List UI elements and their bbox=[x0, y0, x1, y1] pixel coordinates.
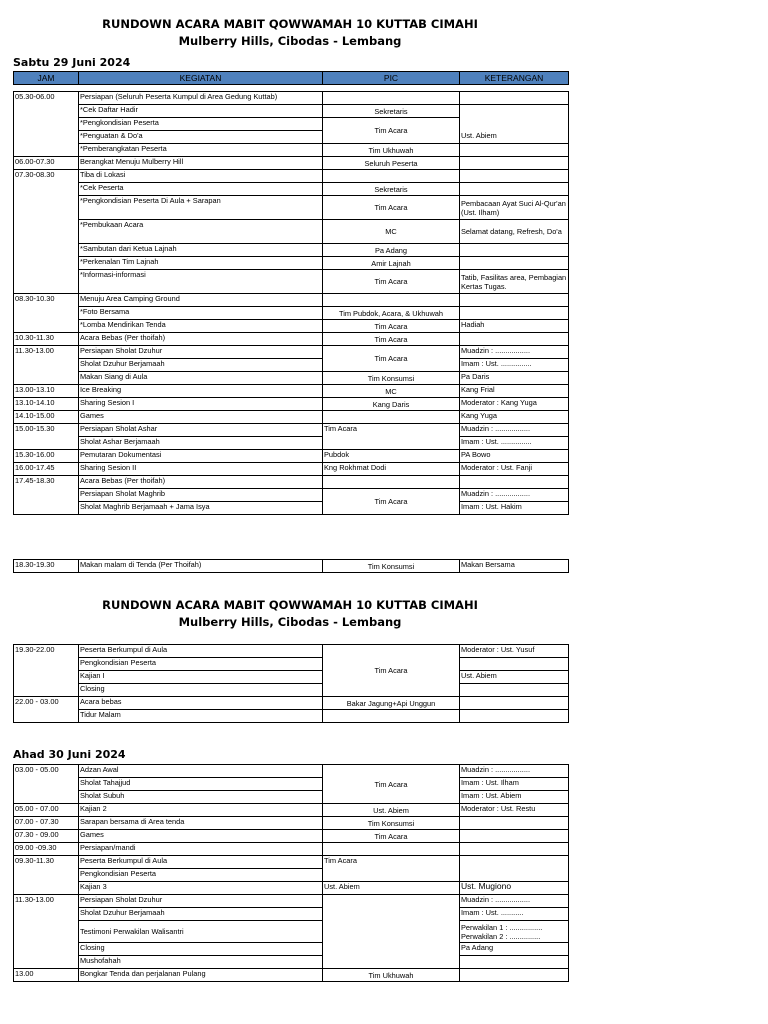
activity-cell: Menuju Area Camping Ground bbox=[79, 294, 323, 307]
time-cell bbox=[14, 307, 79, 320]
time-cell bbox=[14, 489, 79, 502]
pic-cell: Tim Ukhuwah bbox=[323, 969, 460, 982]
note-cell: Hadiah bbox=[460, 320, 569, 333]
activity-cell: *Pemberangkatan Peserta bbox=[79, 144, 323, 157]
activity-cell: Ice Breaking bbox=[79, 385, 323, 398]
time-cell bbox=[14, 943, 79, 956]
time-cell bbox=[14, 220, 79, 244]
time-cell: 07.30-08.30 bbox=[14, 170, 79, 183]
time-cell bbox=[14, 144, 79, 157]
pic-cell: Seluruh Peserta bbox=[323, 157, 460, 170]
activity-cell: Adzan Awal bbox=[79, 765, 323, 778]
activity-cell: *Pembukaan Acara bbox=[79, 220, 323, 244]
time-cell: 05.00 - 07.00 bbox=[14, 804, 79, 817]
doc-subtitle: Mulberry Hills, Cibodas - Lembang bbox=[178, 34, 402, 48]
time-cell bbox=[14, 778, 79, 791]
activity-cell: Pemutaran Dokumentasi bbox=[79, 450, 323, 463]
schedule-table-saturday bbox=[13, 91, 569, 515]
note-cell: Ust. Abiem bbox=[460, 671, 569, 684]
time-cell: 17.45-18.30 bbox=[14, 476, 79, 489]
header-keterangan: KETERANGAN bbox=[460, 72, 569, 85]
note-cell: Muadzin : ................. bbox=[460, 489, 569, 502]
time-cell bbox=[14, 437, 79, 450]
activity-cell: Tidur Malam bbox=[79, 710, 323, 723]
activity-cell: *Pengkondisian Peserta Di Aula + Sarapan bbox=[79, 196, 323, 220]
note-cell: Muadzin : ................. bbox=[460, 424, 569, 437]
time-cell bbox=[14, 183, 79, 196]
pic-cell: Tim Pubdok, Acara, & Ukhuwah bbox=[323, 307, 460, 320]
pic-cell bbox=[323, 956, 460, 969]
time-cell bbox=[14, 196, 79, 220]
note-cell: Muadzin : ................. bbox=[460, 346, 569, 359]
doc-subtitle-repeat: Mulberry Hills, Cibodas - Lembang bbox=[178, 615, 402, 629]
day-heading-sunday: Ahad 30 Juni 2024 bbox=[13, 748, 126, 761]
header-kegiatan: KEGIATAN bbox=[79, 72, 323, 85]
time-cell bbox=[14, 791, 79, 804]
pic-cell: Tim Acara bbox=[323, 320, 460, 333]
activity-cell: *Sambutan dari Ketua Lajnah bbox=[79, 244, 323, 257]
note-cell bbox=[460, 684, 569, 697]
activity-cell: Acara Bebas (Per thoifah) bbox=[79, 476, 323, 489]
time-cell bbox=[14, 118, 79, 131]
activity-cell: Persiapan Sholat Dzuhur bbox=[79, 895, 323, 908]
activity-cell: *Pengkondisian Peserta bbox=[79, 118, 323, 131]
pic-cell bbox=[323, 921, 460, 943]
note-cell bbox=[460, 956, 569, 969]
time-cell bbox=[14, 105, 79, 118]
time-cell: 08.30-10.30 bbox=[14, 294, 79, 307]
pic-cell: Tim Acara bbox=[323, 346, 460, 372]
note-cell: Selamat datang, Refresh, Do'a bbox=[460, 220, 569, 244]
activity-cell: Sarapan bersama di Area tenda bbox=[79, 817, 323, 830]
activity-cell: Kajian I bbox=[79, 671, 323, 684]
activity-cell: *Informasi-informasi bbox=[79, 270, 323, 294]
pic-cell: Sekretaris bbox=[323, 105, 460, 118]
activity-cell: Mushofahah bbox=[79, 956, 323, 969]
note-cell bbox=[460, 856, 569, 869]
pic-cell: Ust. Abiem bbox=[323, 804, 460, 817]
activity-cell: Pengkondisian Peserta bbox=[79, 869, 323, 882]
pic-cell bbox=[323, 895, 460, 908]
note-cell bbox=[460, 105, 569, 118]
note-cell bbox=[460, 476, 569, 489]
note-cell: Ust. Abiem bbox=[460, 131, 569, 144]
time-cell bbox=[14, 658, 79, 671]
time-cell: 05.30-06.00 bbox=[14, 92, 79, 105]
time-cell: 15.30-16.00 bbox=[14, 450, 79, 463]
time-cell bbox=[14, 372, 79, 385]
note-cell: Imam : Ust. ........... bbox=[460, 908, 569, 921]
activity-cell: Persiapan Sholat Ashar bbox=[79, 424, 323, 437]
time-cell: 11.30-13.00 bbox=[14, 895, 79, 908]
activity-cell: Tiba di Lokasi bbox=[79, 170, 323, 183]
time-cell: 09.30-11.30 bbox=[14, 856, 79, 869]
column-header-row bbox=[13, 71, 569, 85]
note-cell bbox=[460, 333, 569, 346]
activity-cell: Bongkar Tenda dan perjalanan Pulang bbox=[79, 969, 323, 982]
pic-cell bbox=[323, 92, 460, 105]
note-cell bbox=[460, 183, 569, 196]
activity-cell: Closing bbox=[79, 943, 323, 956]
activity-cell: Games bbox=[79, 830, 323, 843]
pic-cell: Amir Lajnah bbox=[323, 257, 460, 270]
activity-cell: *Foto Bersama bbox=[79, 307, 323, 320]
time-cell bbox=[14, 882, 79, 895]
pic-cell: Tim Acara bbox=[323, 856, 460, 869]
note-cell: Pa Daris bbox=[460, 372, 569, 385]
activity-cell: Acara bebas bbox=[79, 697, 323, 710]
time-cell: 03.00 - 05.00 bbox=[14, 765, 79, 778]
note-cell bbox=[460, 658, 569, 671]
activity-cell: Games bbox=[79, 411, 323, 424]
note-cell: Imam : Ust. Hakim bbox=[460, 502, 569, 515]
time-cell: 13.00-13.10 bbox=[14, 385, 79, 398]
activity-cell: Acara Bebas (Per thoifah) bbox=[79, 333, 323, 346]
note-cell: Kang Frial bbox=[460, 385, 569, 398]
pic-cell: Tim Acara bbox=[323, 424, 460, 437]
pic-cell: Bakar Jagung+Api Unggun bbox=[323, 697, 460, 710]
pic-cell: Tim Ukhuwah bbox=[323, 144, 460, 157]
time-cell: 06.00-07.30 bbox=[14, 157, 79, 170]
time-cell bbox=[14, 956, 79, 969]
pic-cell bbox=[323, 869, 460, 882]
pic-cell: MC bbox=[323, 385, 460, 398]
pic-cell: Tim Acara bbox=[323, 645, 460, 697]
activity-cell: Testimoni Perwakilan Walisantri bbox=[79, 921, 323, 943]
time-cell: 22.00 - 03.00 bbox=[14, 697, 79, 710]
doc-title: RUNDOWN ACARA MABIT QOWWAMAH 10 KUTTAB CIMAHI bbox=[102, 17, 478, 31]
pic-cell: Tim Acara bbox=[323, 118, 460, 144]
note-cell bbox=[460, 92, 569, 105]
note-cell: Perwakilan 1 : ................ Perwakilan 2 : ............... bbox=[460, 921, 569, 943]
note-cell: Kang Yuga bbox=[460, 411, 569, 424]
note-cell: Moderator : Kang Yuga bbox=[460, 398, 569, 411]
pic-cell: MC bbox=[323, 220, 460, 244]
activity-cell: Pengkondisian Peserta bbox=[79, 658, 323, 671]
time-cell: 13.10-14.10 bbox=[14, 398, 79, 411]
time-cell: 13.00 bbox=[14, 969, 79, 982]
day-heading-saturday: Sabtu 29 Juni 2024 bbox=[13, 56, 131, 69]
activity-cell: Sholat Tahajjud bbox=[79, 778, 323, 791]
activity-cell: Sholat Maghrib Berjamaah + Jama Isya bbox=[79, 502, 323, 515]
activity-cell: Sholat Ashar Berjamaah bbox=[79, 437, 323, 450]
activity-cell: *Perkenalan Tim Lajnah bbox=[79, 257, 323, 270]
note-cell bbox=[460, 144, 569, 157]
pic-cell: Pa Adang bbox=[323, 244, 460, 257]
activity-cell: Persiapan Sholat Dzuhur bbox=[79, 346, 323, 359]
time-cell: 07.30 - 09.00 bbox=[14, 830, 79, 843]
note-cell bbox=[460, 817, 569, 830]
note-cell: Makan Bersama bbox=[460, 560, 569, 573]
activity-cell: Peserta Berkumpul di Aula bbox=[79, 856, 323, 869]
note-cell: Muadzin : ................. bbox=[460, 895, 569, 908]
note-cell bbox=[460, 157, 569, 170]
note-cell bbox=[460, 869, 569, 882]
time-cell bbox=[14, 908, 79, 921]
note-cell bbox=[460, 118, 569, 131]
note-cell bbox=[460, 307, 569, 320]
pic-cell bbox=[323, 170, 460, 183]
pic-cell bbox=[323, 437, 460, 450]
note-cell: Tatib, Fasilitas area, Pembagian Kertas Tugas. bbox=[460, 270, 569, 294]
pic-cell: Tim Acara bbox=[323, 333, 460, 346]
note-cell bbox=[460, 244, 569, 257]
time-cell: 14.10-15.00 bbox=[14, 411, 79, 424]
activity-cell: Sharing Sesion II bbox=[79, 463, 323, 476]
time-cell: 16.00-17.45 bbox=[14, 463, 79, 476]
activity-cell: Sholat Dzuhur Berjamaah bbox=[79, 359, 323, 372]
pic-cell bbox=[323, 294, 460, 307]
note-cell bbox=[460, 969, 569, 982]
activity-cell: *Lomba Mendirikan Tenda bbox=[79, 320, 323, 333]
time-cell: 18.30-19.30 bbox=[14, 560, 79, 573]
time-cell: 10.30-11.30 bbox=[14, 333, 79, 346]
time-cell bbox=[14, 270, 79, 294]
activity-cell: Peserta Berkumpul di Aula bbox=[79, 645, 323, 658]
note-cell bbox=[460, 710, 569, 723]
time-cell: 19.30-22.00 bbox=[14, 645, 79, 658]
pic-cell: Tim Konsumsi bbox=[323, 372, 460, 385]
time-cell: 11.30-13.00 bbox=[14, 346, 79, 359]
activity-cell: *Cek Daftar Hadir bbox=[79, 105, 323, 118]
time-cell bbox=[14, 244, 79, 257]
note-cell: PA Bowo bbox=[460, 450, 569, 463]
pic-cell bbox=[323, 710, 460, 723]
activity-cell: Makan malam di Tenda (Per Thoifah) bbox=[79, 560, 323, 573]
schedule-table-dinner bbox=[13, 559, 569, 573]
pic-cell bbox=[323, 843, 460, 856]
time-cell bbox=[14, 359, 79, 372]
time-cell bbox=[14, 320, 79, 333]
note-cell: Imam : Ust. Ilham bbox=[460, 778, 569, 791]
pic-cell: Tim Acara bbox=[323, 765, 460, 804]
time-cell: 07.00 - 07.30 bbox=[14, 817, 79, 830]
note-cell bbox=[460, 697, 569, 710]
note-cell: Imam : Ust. ............... bbox=[460, 359, 569, 372]
time-cell bbox=[14, 921, 79, 943]
activity-cell: Makan Siang di Aula bbox=[79, 372, 323, 385]
note-cell: Moderator : Ust. Fanji bbox=[460, 463, 569, 476]
activity-cell: Sholat Dzuhur Berjamaah bbox=[79, 908, 323, 921]
note-cell: Ust. Mugiono bbox=[460, 882, 569, 895]
pic-cell: Tim Konsumsi bbox=[323, 560, 460, 573]
note-cell bbox=[460, 830, 569, 843]
note-cell: Pembacaan Ayat Suci Al-Qur'an (Ust. Ilham) bbox=[460, 196, 569, 220]
time-cell: 15.00-15.30 bbox=[14, 424, 79, 437]
pic-cell: Ust. Abiem bbox=[323, 882, 460, 895]
note-cell bbox=[460, 170, 569, 183]
note-cell bbox=[460, 257, 569, 270]
note-cell: Moderator : Ust. Yusuf bbox=[460, 645, 569, 658]
activity-cell: *Cek Peserta bbox=[79, 183, 323, 196]
pic-cell bbox=[323, 476, 460, 489]
time-cell bbox=[14, 869, 79, 882]
activity-cell: Berangkat Menuju Mulberry Hill bbox=[79, 157, 323, 170]
activity-cell: Closing bbox=[79, 684, 323, 697]
pic-cell: Tim Konsumsi bbox=[323, 817, 460, 830]
schedule-table-night bbox=[13, 644, 569, 723]
activity-cell: Sharing Sesion I bbox=[79, 398, 323, 411]
pic-cell: Sekretaris bbox=[323, 183, 460, 196]
note-cell: Imam : Ust. ............... bbox=[460, 437, 569, 450]
pic-cell: Pubdok bbox=[323, 450, 460, 463]
note-cell: Moderator : Ust. Restu bbox=[460, 804, 569, 817]
time-cell bbox=[14, 710, 79, 723]
activity-cell: *Penguatan & Do'a bbox=[79, 131, 323, 144]
header-jam: JAM bbox=[14, 72, 79, 85]
pic-cell bbox=[323, 943, 460, 956]
schedule-table-sunday bbox=[13, 764, 569, 982]
pic-cell: Tim Acara bbox=[323, 489, 460, 515]
activity-cell: Persiapan (Seluruh Peserta Kumpul di Area Gedung Kuttab) bbox=[79, 92, 323, 105]
activity-cell: Persiapan Sholat Maghrib bbox=[79, 489, 323, 502]
time-cell bbox=[14, 684, 79, 697]
note-cell bbox=[460, 843, 569, 856]
activity-cell: Persiapan/mandi bbox=[79, 843, 323, 856]
pic-cell: Tim Acara bbox=[323, 196, 460, 220]
note-cell: Muadzin : ................. bbox=[460, 765, 569, 778]
pic-cell bbox=[323, 908, 460, 921]
doc-title-repeat: RUNDOWN ACARA MABIT QOWWAMAH 10 KUTTAB CIMAHI bbox=[102, 598, 478, 612]
note-cell: Pa Adang bbox=[460, 943, 569, 956]
pic-cell: Tim Acara bbox=[323, 830, 460, 843]
activity-cell: Kajian 2 bbox=[79, 804, 323, 817]
activity-cell: Kajian 3 bbox=[79, 882, 323, 895]
activity-cell: Sholat Subuh bbox=[79, 791, 323, 804]
pic-cell: Kang Daris bbox=[323, 398, 460, 411]
time-cell bbox=[14, 671, 79, 684]
note-cell: Imam : Ust. Abiem bbox=[460, 791, 569, 804]
time-cell: 09.00 -09.30 bbox=[14, 843, 79, 856]
pic-cell: Kng Rokhmat Dodi bbox=[323, 463, 460, 476]
pic-cell bbox=[323, 411, 460, 424]
time-cell bbox=[14, 131, 79, 144]
time-cell bbox=[14, 257, 79, 270]
header-pic: PIC bbox=[323, 72, 460, 85]
note-cell bbox=[460, 294, 569, 307]
time-cell bbox=[14, 502, 79, 515]
pic-cell: Tim Acara bbox=[323, 270, 460, 294]
